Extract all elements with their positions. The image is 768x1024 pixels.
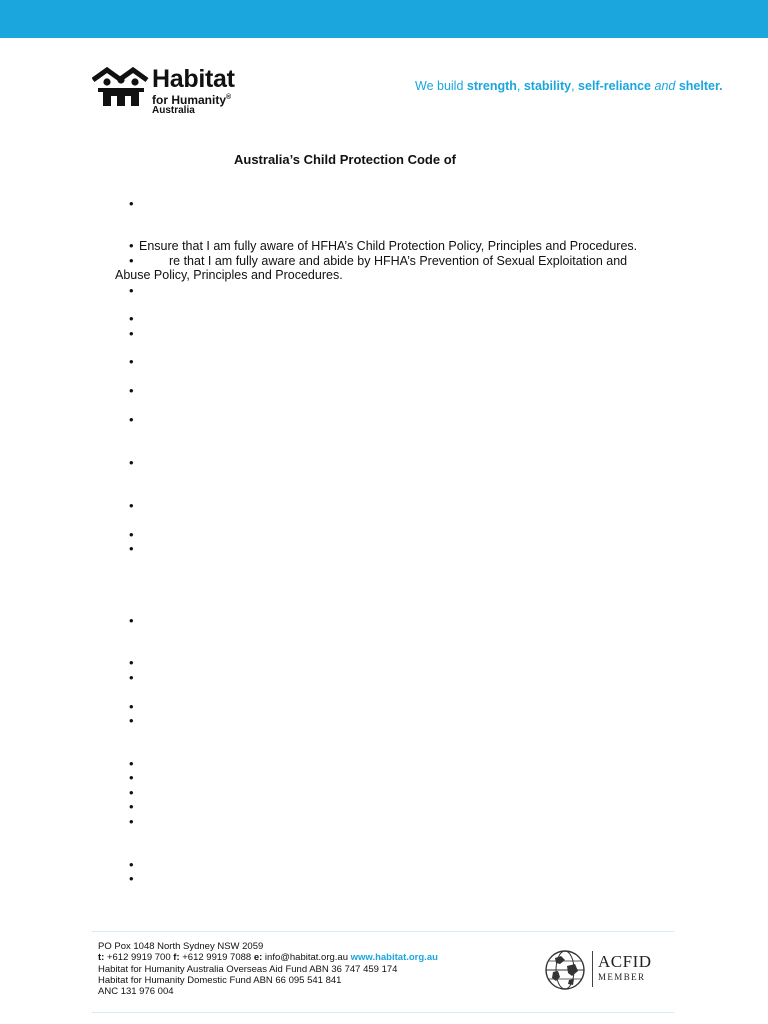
bullet-marker: • — [129, 541, 134, 556]
acfid-member-label: MEMBER — [598, 972, 646, 982]
footer-contact — [98, 941, 438, 997]
logo-subtitle: for Humanity® — [152, 93, 232, 107]
logo-wordmark: Habitat — [152, 65, 235, 93]
bullet-marker: • — [129, 498, 134, 513]
bullet-marker: • — [129, 196, 134, 211]
bullet-marker: • — [129, 527, 134, 542]
bullet-marker: • — [129, 354, 134, 369]
footer-contact-line: t: +612 9919 700 f: +612 9919 7088 e: info@habitat.org.au www.habitat.org.au — [98, 952, 438, 964]
abide-continuation-line: Abuse Policy, Principles and Procedures. — [115, 268, 343, 282]
acfid-member-badge — [543, 949, 653, 991]
footer-domestic-fund: Habitat for Humanity Domestic Fund ABN 66 095 541 841 — [98, 974, 342, 986]
bullet-marker: • — [129, 670, 134, 685]
footer-bottom-rule — [92, 1012, 674, 1013]
habitat-houses-figures-icon — [92, 66, 150, 108]
ensure-abide-line: re that I am fully aware and abide by HFHA’s Prevention of Sexual Exploitation and — [169, 254, 628, 268]
footer-address: PO Pox 1048 North Sydney NSW 2059 — [98, 941, 264, 952]
bullet-marker: • — [129, 253, 134, 268]
bullet-marker: • — [129, 238, 134, 253]
bullet-marker: • — [129, 785, 134, 800]
logo-country: Australia — [152, 105, 195, 116]
bullet-marker: • — [129, 871, 134, 886]
bullet-marker: • — [129, 655, 134, 670]
bullet-marker: • — [129, 799, 134, 814]
bullet-marker: • — [129, 455, 134, 470]
bullet-marker: • — [129, 713, 134, 728]
bullet-marker: • — [129, 770, 134, 785]
top-color-bar — [0, 0, 768, 38]
tagline: We build strength, stability, self-reliance and shelter. — [415, 79, 723, 93]
bullet-marker: • — [129, 857, 134, 872]
bullet-marker: • — [129, 311, 134, 326]
footer-top-rule — [92, 931, 674, 932]
footer-overseas-fund: Habitat for Humanity Australia Overseas Aid Fund ABN 36 747 459 174 — [98, 963, 398, 975]
bullet-marker: • — [129, 756, 134, 771]
bullet-marker: • — [129, 326, 134, 341]
acfid-divider — [592, 951, 593, 987]
document-title: Australia’s Child Protection Code of — [234, 152, 456, 167]
acfid-globe-icon — [543, 949, 587, 991]
website-link[interactable]: www.habitat.org.au — [350, 952, 438, 964]
habitat-logo — [92, 66, 242, 122]
bullet-marker: • — [129, 814, 134, 829]
ensure-aware-line: Ensure that I am fully aware of HFHA’s Child Protection Policy, Principles and Procedures. — [139, 239, 638, 253]
bullet-marker: • — [129, 283, 134, 298]
footer-anc: ANC 131 976 004 — [98, 986, 174, 998]
bullet-marker: • — [129, 613, 134, 628]
bullet-marker: • — [129, 699, 134, 714]
acfid-name: ACFID — [598, 952, 652, 971]
bullet-marker: • — [129, 412, 134, 427]
bullet-marker: • — [129, 383, 134, 398]
